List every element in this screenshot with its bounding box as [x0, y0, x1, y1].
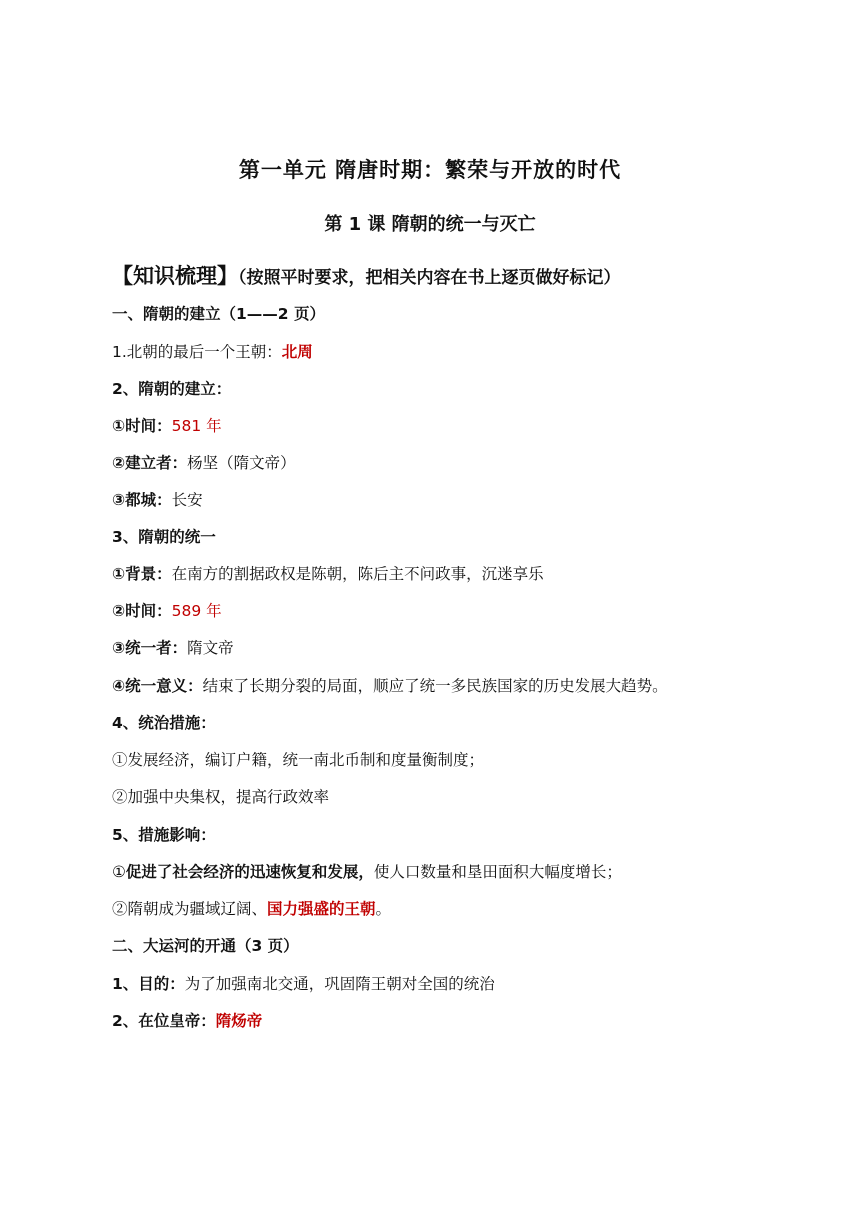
line-text: 在南方的割据政权是陈朝，陈后主不问政事，沉迷享乐 [171, 565, 544, 583]
answer-text: 581 年 [171, 417, 222, 435]
line-text: 结束了长期分裂的局面，顺应了统一多民族国家的历史发展大趋势。 [202, 677, 668, 695]
line-text: 长安 [171, 491, 203, 509]
line-suffix: 。 [375, 900, 392, 918]
line-label: ②时间： [112, 602, 172, 620]
item-impact-economy [112, 862, 622, 882]
subheading-founding [112, 379, 231, 399]
answer-text: 589 年 [171, 602, 222, 620]
item-northern-dynasty [112, 342, 313, 362]
section-heading [112, 260, 621, 290]
item-background [112, 564, 544, 584]
answer-text: 国力强盛的王朝 [267, 900, 376, 918]
item-unifier [112, 638, 234, 658]
line-label: ②建立者： [112, 454, 188, 472]
line-text: ①发展经济，编订户籍，统一南北币制和度量衡制度； [112, 751, 485, 769]
section-two-heading [112, 936, 299, 956]
item-founder [112, 453, 296, 473]
line-label: ①背景： [112, 565, 172, 583]
line-label: 一、隋朝的建立（1——2 页） [112, 305, 325, 323]
line-label: 1.北朝的最后一个王朝： [112, 343, 282, 361]
section-one-heading [112, 304, 325, 324]
item-capital [112, 490, 203, 510]
emphasis-text: 促进了社会经济的迅速恢复和发展， [125, 863, 374, 881]
line-text: 杨坚（隋文帝） [187, 454, 296, 472]
subheading-unification [112, 527, 216, 547]
item-reigning-emperor [112, 1011, 262, 1031]
line-label: 3、隋朝的统一 [112, 528, 216, 546]
line-label: 1、目的： [112, 975, 185, 993]
item-impact-power [112, 899, 391, 919]
item-measure-centralization [112, 787, 329, 807]
subheading-measures [112, 713, 216, 733]
line-label: ③都城： [112, 491, 172, 509]
section-heading-note: （按照平时要求，把相关内容在书上逐页做好标记） [238, 268, 621, 288]
line-label: 二、大运河的开通（3 页） [112, 937, 299, 955]
line-text: 隋文帝 [187, 639, 234, 657]
line-label: ④统一意义： [112, 677, 203, 695]
line-label: 5、措施影响： [112, 826, 216, 844]
line-text: 为了加强南北交通，巩固隋王朝对全国的统治 [184, 975, 495, 993]
line-label: ③统一者： [112, 639, 188, 657]
lesson-title: 第 1 课 隋朝的统一与灭亡 [324, 214, 536, 235]
line-label: 4、统治措施： [112, 714, 216, 732]
answer-text: 北周 [281, 343, 313, 361]
item-canal-purpose [112, 974, 495, 994]
line-text: 使人口数量和垦田面积大幅度增长； [373, 863, 622, 881]
line-label: 2、隋朝的建立： [112, 380, 232, 398]
line-text: ②加强中央集权，提高行政效率 [112, 788, 330, 806]
subheading-impact [112, 825, 216, 845]
item-founding-time [112, 416, 222, 436]
unit-title: 第一单元 隋唐时期：繁荣与开放的时代 [238, 158, 622, 182]
line-text: ②隋朝成为疆域辽阔、 [112, 900, 268, 918]
item-significance [112, 676, 668, 696]
item-measure-economy [112, 750, 484, 770]
line-label: ①时间： [112, 417, 172, 435]
item-unification-time [112, 601, 222, 621]
line-label: 2、在位皇帝： [112, 1012, 216, 1030]
answer-text: 隋炀帝 [215, 1012, 263, 1030]
section-heading-bracket: 【知识梳理】 [112, 264, 238, 288]
line-prefix: ① [112, 863, 126, 881]
